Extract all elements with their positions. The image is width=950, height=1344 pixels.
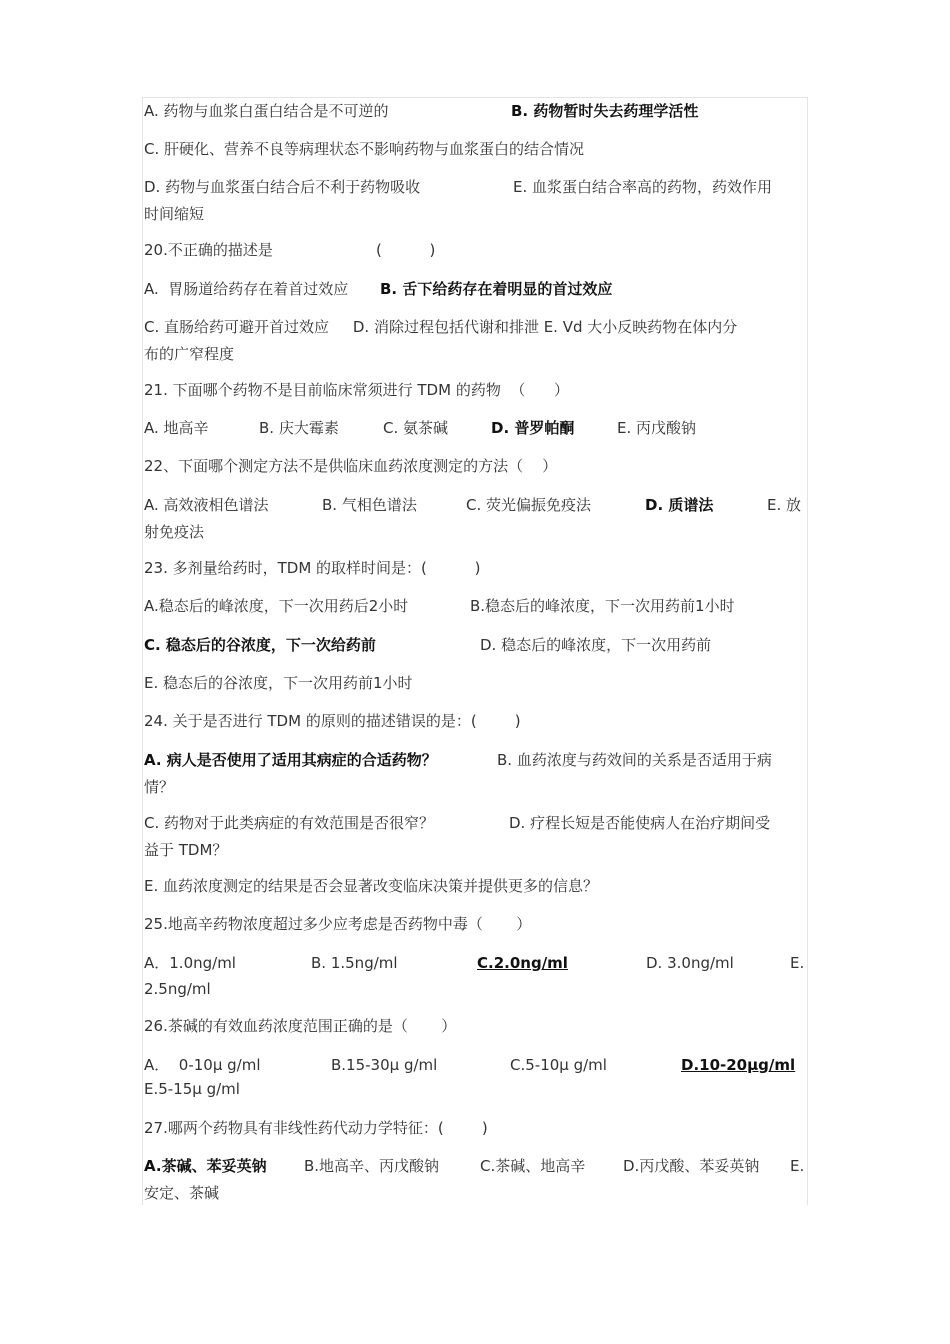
q23-option-d: D. 稳态后的峰浓度，下一次用药前	[480, 636, 712, 654]
q19-option-e-continued: 时间缩短	[144, 205, 205, 223]
q24-option-e: E. 血药浓度测定的结果是否会显著改变临床决策并提供更多的信息？	[144, 877, 599, 895]
q21-stem: 21. 下面哪个药物不是目前临床常须进行 TDM 的药物 （ ）	[144, 381, 569, 399]
q24-option-c: C. 药物对于此类病症的有效范围是否很窄？	[144, 814, 435, 832]
q26-stem: 26.茶碱的有效血药浓度范围正确的是（ ）	[144, 1017, 457, 1035]
q19-option-e: E. 血浆蛋白结合率高的药物，药效作用	[513, 178, 773, 196]
q22-option-d: D. 质谱法	[645, 496, 714, 514]
q27-stem: 27.哪两个药物具有非线性药代动力学特征：( )	[144, 1119, 488, 1137]
q23-option-c: C. 稳态后的谷浓度，下一次给药前	[144, 636, 376, 654]
q20-option-b: B. 舌下给药存在着明显的首过效应	[380, 280, 613, 298]
q25-option-e-continued: 2.5ng/ml	[144, 980, 211, 998]
q25-option-e: E.	[790, 954, 805, 972]
q23-option-a: A.稳态后的峰浓度，下一次用药后2小时	[144, 597, 409, 615]
q19-option-c: C. 肝硬化、营养不良等病理状态不影响药物与血浆蛋白的结合情况	[144, 140, 585, 158]
q22-option-c: C. 荧光偏振免疫法	[466, 496, 592, 514]
q22-option-e-continued: 射免疫法	[144, 523, 205, 541]
q21-option-b: B. 庆大霉素	[259, 419, 339, 437]
q20-answer-blank: ( )	[376, 241, 436, 259]
q27-option-e-continued: 安定、茶碱	[144, 1184, 220, 1202]
q19-option-a: A. 药物与血浆白蛋白结合是不可逆的	[144, 102, 389, 120]
q24-option-d: D. 疗程长短是否能使病人在治疗期间受	[509, 814, 771, 832]
q22-option-a: A. 高效液相色谱法	[144, 496, 269, 514]
q20-options-c-e: C. 直肠给药可避开首过效应 D. 消除过程包括代谢和排泄 E. Vd 大小反映药物在体内分	[144, 318, 738, 336]
q20-option-a: A. 胃肠道给药存在着首过效应	[144, 280, 349, 298]
q20-stem: 20.不正确的描述是	[144, 241, 273, 259]
q27-option-a: A.茶碱、苯妥英钠	[144, 1157, 267, 1175]
q24-option-b: B. 血药浓度与药效间的关系是否适用于病	[497, 751, 772, 769]
q19-option-b: B. 药物暂时失去药理学活性	[511, 102, 699, 120]
q26-option-b: B.15-30μ g/ml	[331, 1056, 438, 1074]
q21-option-c: C. 氨茶碱	[383, 419, 449, 437]
q23-option-b: B.稳态后的峰浓度，下一次用药前1小时	[470, 597, 735, 615]
q23-option-e: E. 稳态后的谷浓度，下一次用药前1小时	[144, 674, 413, 692]
q27-option-b: B.地高辛、丙戊酸钠	[304, 1157, 440, 1175]
q21-option-e: E. 丙戊酸钠	[617, 419, 697, 437]
q25-option-b: B. 1.5ng/ml	[311, 954, 398, 972]
q25-stem: 25.地高辛药物浓度超过多少应考虑是否药物中毒（ ）	[144, 915, 532, 933]
q26-option-a: A． 0-10μ g/ml	[144, 1056, 261, 1074]
q26-option-d: D.10-20μg/ml	[681, 1056, 796, 1074]
q22-option-b: B. 气相色谱法	[322, 496, 417, 514]
q26-option-c: C.5-10μ g/ml	[510, 1056, 607, 1074]
q22-stem: 22、下面哪个测定方法不是供临床血药浓度测定的方法（ ）	[144, 457, 558, 475]
q27-option-d: D.丙戊酸、苯妥英钠	[623, 1157, 760, 1175]
q22-option-e: E. 放	[767, 496, 802, 514]
q21-option-a: A. 地高辛	[144, 419, 209, 437]
q25-option-a: A．1.0ng/ml	[144, 954, 236, 972]
q25-option-c: C.2.0ng/ml	[477, 954, 568, 972]
q23-stem: 23. 多剂量给药时，TDM 的取样时间是：( )	[144, 559, 481, 577]
q21-option-d: D. 普罗帕酮	[491, 419, 575, 437]
q25-option-d: D. 3.0ng/ml	[646, 954, 734, 972]
q27-option-e: E.	[790, 1157, 805, 1175]
q24-option-d-continued: 益于 TDM？	[144, 841, 228, 859]
q26-option-e: E.5-15μ g/ml	[144, 1080, 240, 1098]
q24-stem: 24. 关于是否进行 TDM 的原则的描述错误的是：( )	[144, 712, 521, 730]
q19-option-d: D. 药物与血浆蛋白结合后不利于药物吸收	[144, 178, 421, 196]
q20-option-e-continued: 布的广窄程度	[144, 345, 235, 363]
q24-option-a: A. 病人是否使用了适用其病症的合适药物？	[144, 751, 437, 769]
q27-option-c: C.茶碱、地高辛	[480, 1157, 586, 1175]
q24-option-b-continued: 情？	[144, 778, 175, 796]
